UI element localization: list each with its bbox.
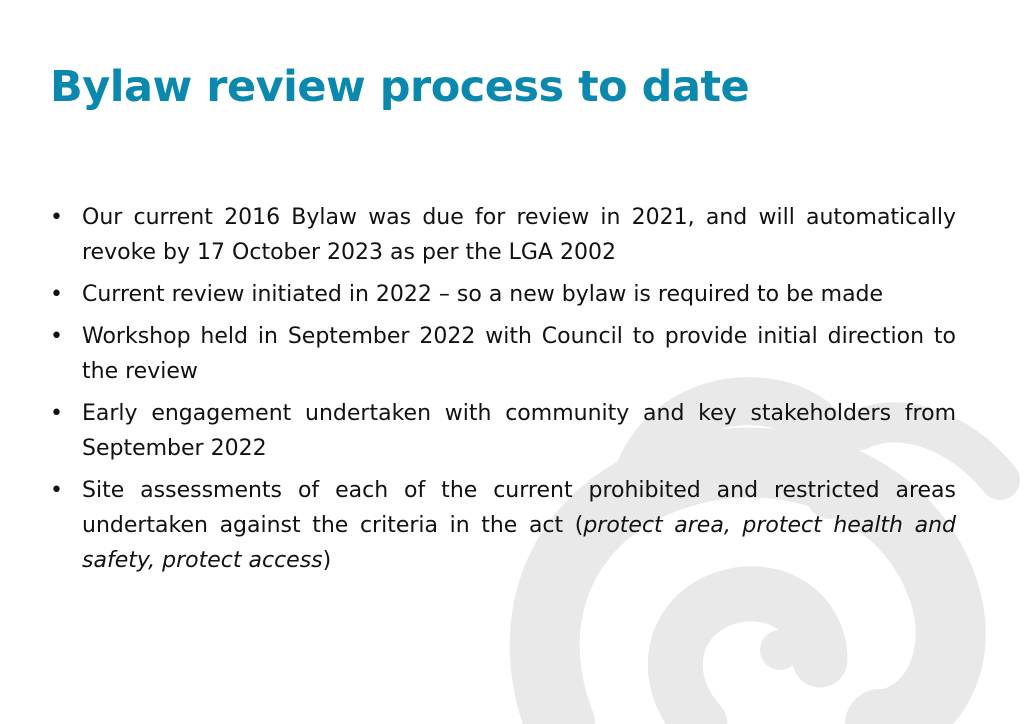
bullet-icon: • [50, 205, 63, 230]
bullet-icon: • [50, 478, 63, 503]
page-title: Bylaw review process to date [50, 62, 750, 112]
list-item [46, 319, 956, 389]
list-item [46, 277, 956, 312]
bullet-icon: • [50, 324, 63, 349]
bullet-icon: • [50, 282, 63, 307]
bullet-italic-text: protect area, protect health and safety, protect access [82, 513, 956, 573]
bullet-text: Early engagement undertaken with community and key stakeholders from September 2022 [82, 401, 956, 461]
bullet-text: Site assessments of each of the current prohibited and restricted areas undertaken against the criteria in the act ( [82, 478, 956, 538]
bullet-list [46, 200, 956, 585]
bullet-text: Workshop held in September 2022 with Council to provide initial direction to the review [82, 324, 956, 384]
list-item [46, 396, 956, 466]
list-item [46, 200, 956, 270]
bullet-text: Our current 2016 Bylaw was due for review in 2021, and will automatically revoke by 17 October 2023 as per the LGA 2002 [82, 205, 956, 265]
bullet-text: Current review initiated in 2022 – so a new bylaw is required to be made [82, 282, 884, 307]
bullet-close-paren: ) [322, 548, 332, 573]
list-item [46, 473, 956, 578]
bullet-icon: • [50, 401, 63, 426]
